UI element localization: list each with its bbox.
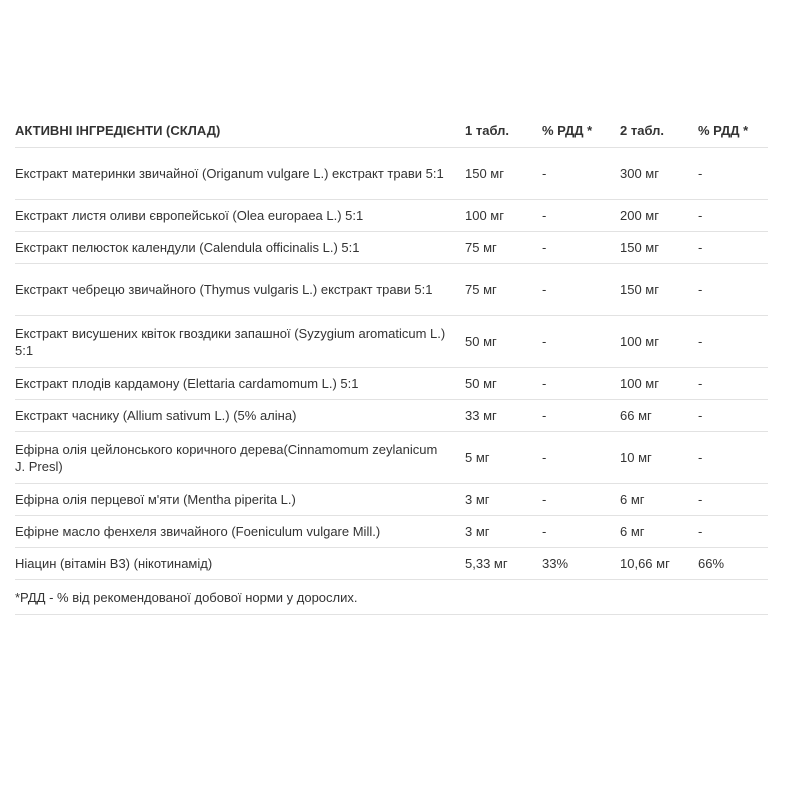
header-dose-2: 2 табл. (620, 114, 698, 148)
dose-1: 100 мг (465, 200, 542, 232)
table-row (15, 200, 768, 232)
rdd-1: 33% (542, 548, 620, 580)
rdd-1: - (542, 316, 620, 368)
dose-2: 10,66 мг (620, 548, 698, 580)
dose-1: 50 мг (465, 368, 542, 400)
rdd-2: - (698, 200, 768, 232)
header-rdd-1: % РДД * (542, 114, 620, 148)
dose-1: 33 мг (465, 400, 542, 432)
dose-1: 75 мг (465, 232, 542, 264)
table-row (15, 548, 768, 580)
dose-1: 3 мг (465, 484, 542, 516)
ingredient-name: Екстракт материнки звичайної (Origanum vulgare L.) екстракт трави 5:1 (15, 148, 465, 200)
ingredient-name: Екстракт плодів кардамону (Elettaria cardamomum L.) 5:1 (15, 368, 465, 400)
table-row (15, 432, 768, 484)
rdd-2: - (698, 400, 768, 432)
footnote-row (15, 580, 768, 615)
dose-2: 66 мг (620, 400, 698, 432)
rdd-2: - (698, 432, 768, 484)
rdd-1: - (542, 368, 620, 400)
rdd-1: - (542, 232, 620, 264)
rdd-1: - (542, 148, 620, 200)
ingredient-name: Екстракт листя оливи європейської (Olea europaea L.) 5:1 (15, 200, 465, 232)
table-row (15, 516, 768, 548)
ingredient-name: Ефірна олія цейлонського коричного дерева(Cinnamomum zeylanicum J. Presl) (15, 432, 465, 484)
table-row (15, 148, 768, 200)
ingredients-table (15, 114, 768, 615)
dose-1: 50 мг (465, 316, 542, 368)
rdd-1: - (542, 432, 620, 484)
dose-2: 100 мг (620, 368, 698, 400)
dose-2: 100 мг (620, 316, 698, 368)
ingredient-name: Ніацин (вітамін B3) (нікотинамід) (15, 548, 465, 580)
table-row (15, 484, 768, 516)
ingredient-name: Екстракт висушених квіток гвоздики запашної (Syzygium aromaticum L.) 5:1 (15, 316, 465, 368)
rdd-1: - (542, 516, 620, 548)
table-row (15, 232, 768, 264)
rdd-2: - (698, 516, 768, 548)
table-row (15, 316, 768, 368)
header-ingredients: АКТИВНІ ІНГРЕДІЄНТИ (СКЛАД) (15, 114, 465, 148)
rdd-1: - (542, 264, 620, 316)
footnote: *РДД - % від рекомендованої добової норми у дорослих. (15, 580, 768, 615)
table-row (15, 264, 768, 316)
rdd-2: - (698, 484, 768, 516)
table-header-row (15, 114, 768, 148)
header-rdd-2: % РДД * (698, 114, 768, 148)
rdd-1: - (542, 200, 620, 232)
ingredient-name: Екстракт чебрецю звичайного (Thymus vulgaris L.) екстракт трави 5:1 (15, 264, 465, 316)
dose-1: 5,33 мг (465, 548, 542, 580)
rdd-2: - (698, 264, 768, 316)
rdd-2: - (698, 232, 768, 264)
dose-2: 300 мг (620, 148, 698, 200)
ingredient-name: Ефірне масло фенхеля звичайного (Foeniculum vulgare Mill.) (15, 516, 465, 548)
ingredient-name: Екстракт пелюсток календули (Calendula officinalis L.) 5:1 (15, 232, 465, 264)
dose-1: 3 мг (465, 516, 542, 548)
ingredient-name: Екстракт часнику (Allium sativum L.) (5% аліна) (15, 400, 465, 432)
dose-1: 150 мг (465, 148, 542, 200)
ingredient-name: Ефірна олія перцевої м'яти (Mentha piperita L.) (15, 484, 465, 516)
dose-2: 6 мг (620, 484, 698, 516)
dose-1: 5 мг (465, 432, 542, 484)
dose-2: 10 мг (620, 432, 698, 484)
header-dose-1: 1 табл. (465, 114, 542, 148)
dose-2: 6 мг (620, 516, 698, 548)
rdd-2: 66% (698, 548, 768, 580)
table-row (15, 368, 768, 400)
dose-1: 75 мг (465, 264, 542, 316)
table-row (15, 400, 768, 432)
rdd-1: - (542, 484, 620, 516)
dose-2: 150 мг (620, 232, 698, 264)
rdd-2: - (698, 368, 768, 400)
rdd-1: - (542, 400, 620, 432)
dose-2: 150 мг (620, 264, 698, 316)
dose-2: 200 мг (620, 200, 698, 232)
rdd-2: - (698, 316, 768, 368)
rdd-2: - (698, 148, 768, 200)
ingredients-table-container (15, 114, 768, 615)
